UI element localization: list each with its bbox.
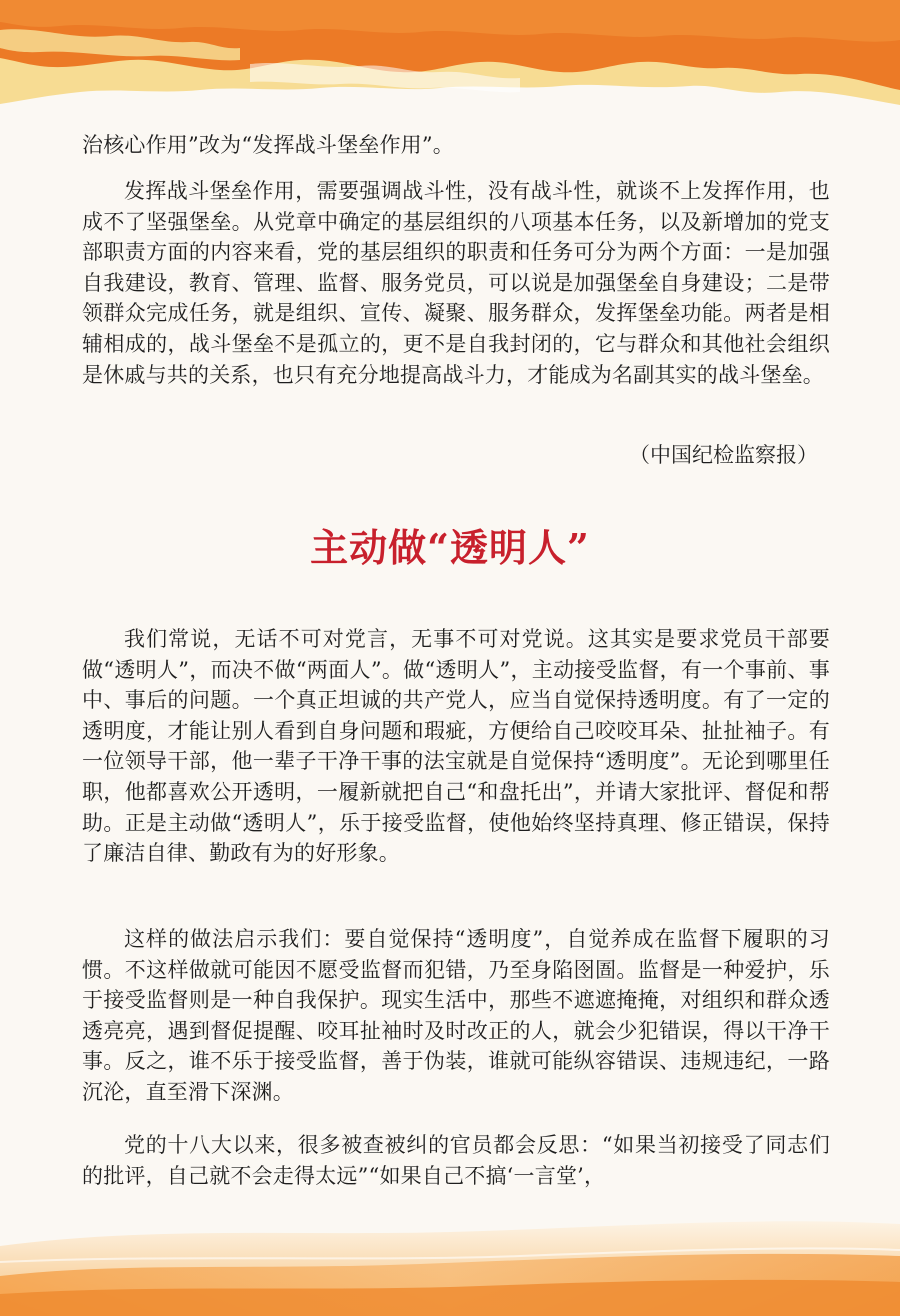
source-credit: （中国纪检监察报） <box>629 443 818 467</box>
body-paragraph-3: 党的十八大以来，很多被查被纠的官员都会反思：“如果当初接受了同志们的批评，自己就不会走得太远”“如果自己不搞‘一言堂’， <box>82 1133 830 1188</box>
paragraph-battle-fortress: 发挥战斗堡垒作用，需要强调战斗性，没有战斗性，就谈不上发挥作用，也成不了坚强堡垒。从党章中确定的基层组织的八项基本任务，以及新增加的党支部职责方面的内容来看，党的基层组织的职责和任务可分为两个方面：一是加强自我建设，教育、管理、监督、服务党员，可以说是加强堡垒自身建设；二是带领群众完成任务，就是组织、宣传、凝聚、服务群众，发挥堡垒功能。两者是相辅相成的，战斗堡垒不是孤立的，更不是自我封闭的，它与群众和其他社会组织是休戚与共的关系，也只有充分地提高战斗力，才能成为名副其实的战斗堡垒。 <box>82 179 830 387</box>
body-paragraph-1: 我们常说，无话不可对党言，无事不可对党说。这其实是要求党员干部要做“透明人”，而决不做“两面人”。做“透明人”，主动接受监督，有一个事前、事中、事后的问题。一个真正坦诚的共产党人，应当自觉保持透明度。有了一定的透明度，才能让别人看到自身问题和瑕疵，方便给自己咬咬耳朵、扯扯袖子。有一位领导干部，他一辈子干净干事的法宝就是自觉保持“透明度”。无论到哪里任职，他都喜欢公开透明，一履新就把自己“和盘托出”，并请大家批评、督促和帮助。正是主动做“透明人”，乐于接受监督，使他始终坚持真理、修正错误，保持了廉洁自律、勤政有为的好形象。 <box>82 627 830 866</box>
continuation-line: 治核心作用”改为“发挥战斗堡垒作用”。 <box>82 133 455 157</box>
body-paragraph-2: 这样的做法启示我们：要自觉保持“透明度”，自觉养成在监督下履职的习惯。不这样做就可能因不愿受监督而犯错，乃至身陷囹圄。监督是一种爱护，乐于接受监督则是一种自我保护。现实生活中，那些不遮遮掩掩，对组织和群众透透亮亮，遇到督促提醒、咬耳扯袖时及时改正的人，就会少犯错误，得以干净干事。反之，谁不乐于接受监督，善于伪装，谁就可能纵容错误、违规违纪，一路沉沦，直至滑下深渊。 <box>82 927 830 1104</box>
article-title: 主动做“透明人” <box>310 525 590 570</box>
top-orange-banner <box>0 0 900 120</box>
bottom-orange-wave <box>0 1206 900 1316</box>
